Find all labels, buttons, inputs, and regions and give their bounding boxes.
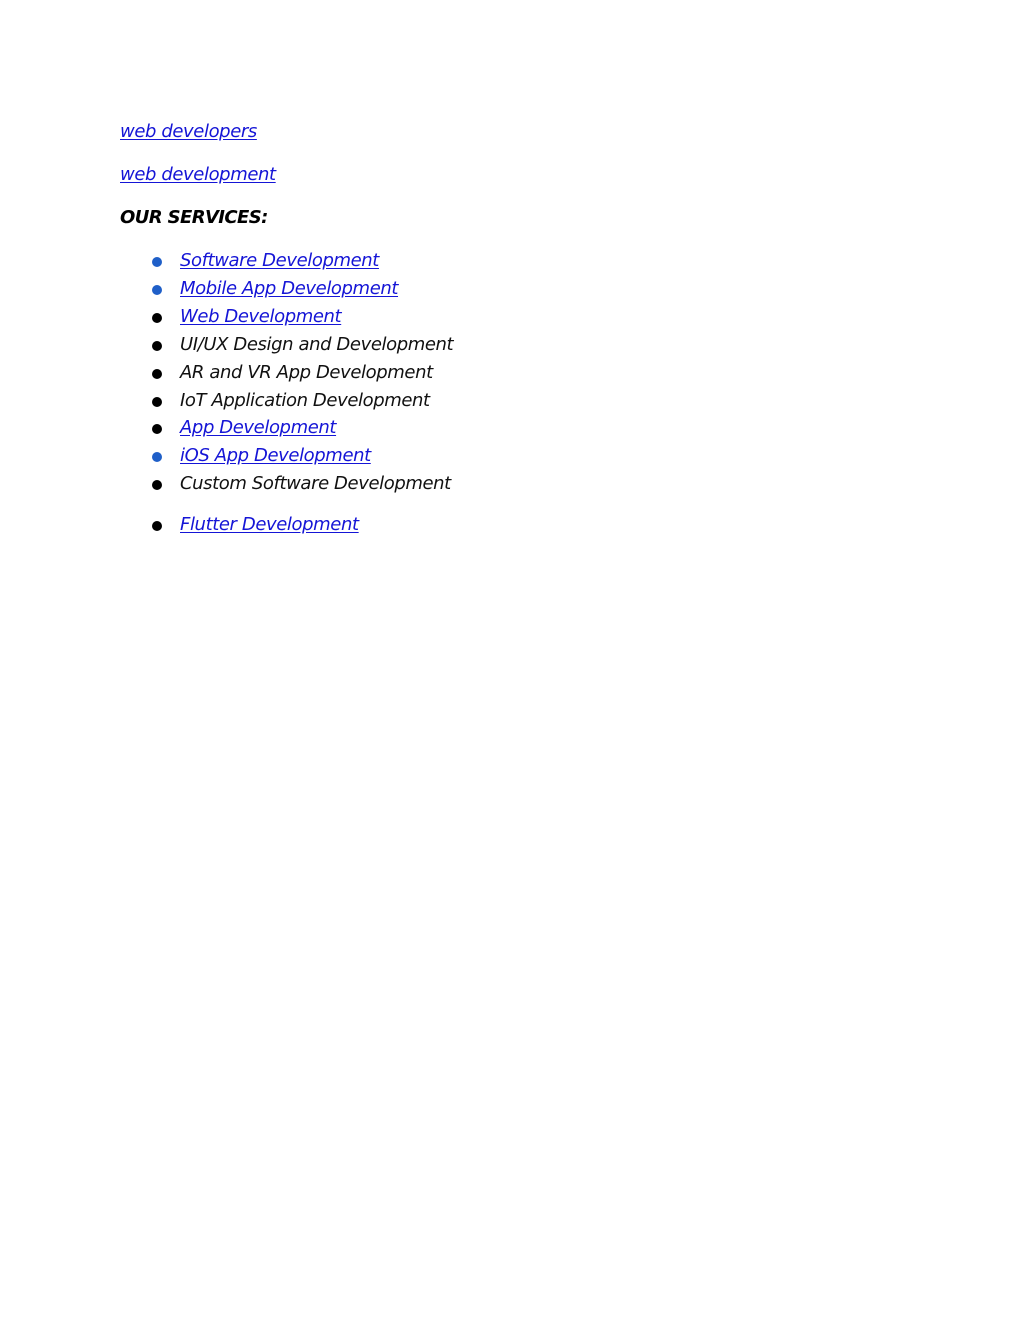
bullet-icon — [152, 257, 162, 267]
bullet-icon — [152, 480, 162, 490]
service-link[interactable]: Flutter Development — [180, 514, 359, 535]
web-development-link[interactable]: web development — [120, 164, 276, 185]
web-developers-link[interactable]: web developers — [120, 121, 257, 142]
service-label: UI/UX Design and Development — [180, 334, 454, 355]
bullet-icon — [152, 521, 162, 531]
bullet-icon — [152, 285, 162, 295]
bullet-icon — [152, 452, 162, 462]
service-link[interactable]: Mobile App Development — [180, 278, 399, 299]
service-label: IoT Application Development — [180, 390, 430, 411]
bullet-icon — [152, 313, 162, 323]
services-heading: OUR SERVICES: — [120, 207, 268, 228]
service-link[interactable]: Web Development — [180, 306, 342, 327]
bullet-icon — [152, 397, 162, 407]
web-development-paragraph — [120, 163, 276, 187]
bullet-icon — [152, 424, 162, 434]
service-label: Custom Software Development — [180, 473, 451, 494]
service-label: AR and VR App Development — [180, 362, 433, 383]
service-link[interactable]: Software Development — [180, 250, 379, 271]
bullet-icon — [152, 341, 162, 351]
web-developers-paragraph — [120, 120, 257, 144]
service-link[interactable]: iOS App Development — [180, 445, 371, 466]
service-link[interactable]: App Development — [180, 417, 337, 438]
bullet-icon — [152, 369, 162, 379]
